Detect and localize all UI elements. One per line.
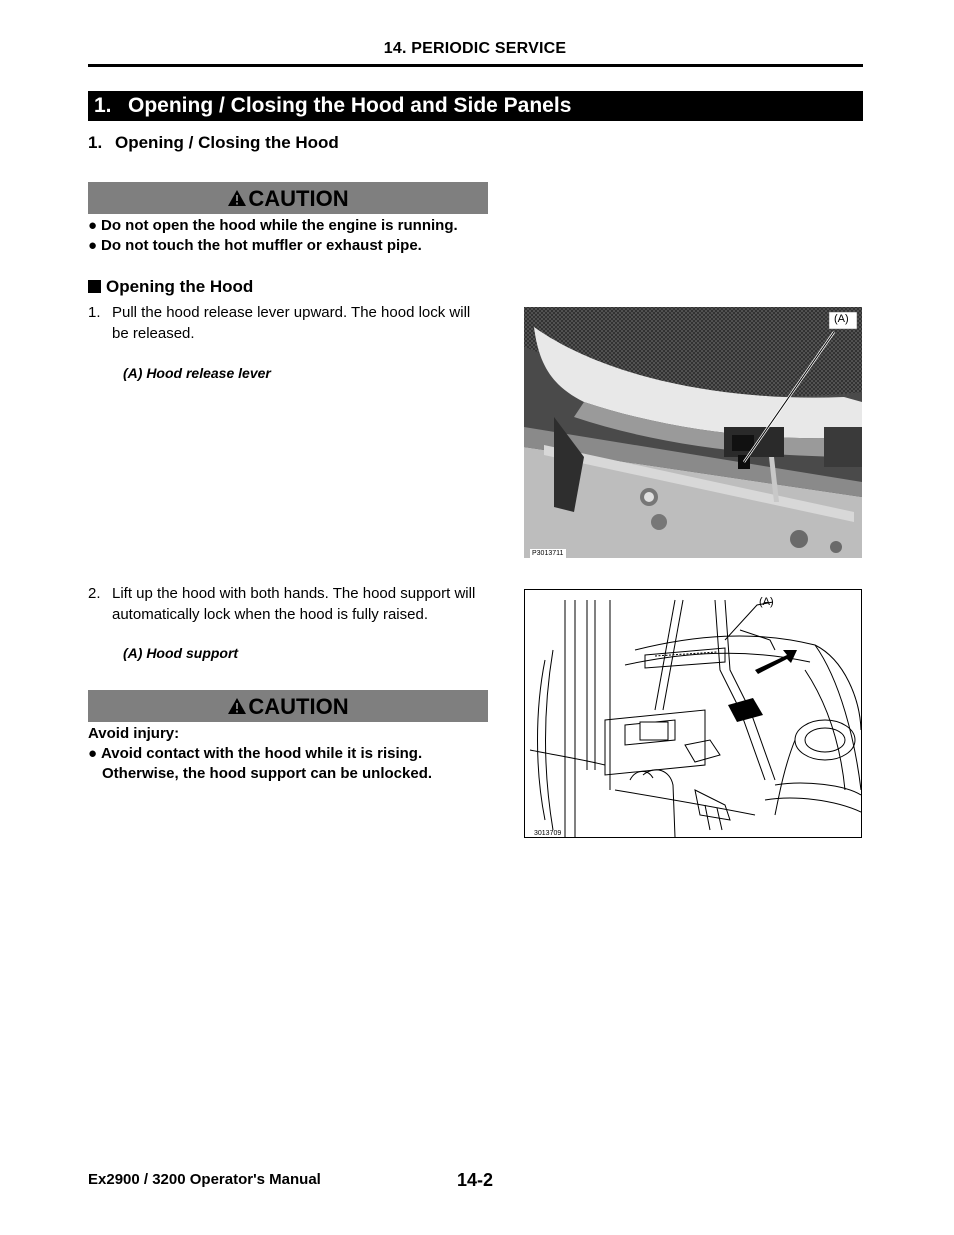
photo-illustration [524, 307, 862, 558]
warning-triangle-icon [227, 189, 247, 207]
section-title: Opening / Closing the Hood and Side Panels [128, 94, 572, 117]
bullet-glyph: ● [88, 745, 98, 762]
step-number: 2. [88, 585, 101, 602]
running-header: 14. PERIODIC SERVICE [383, 40, 567, 57]
caution-label: CAUTION [248, 694, 349, 720]
caution-item [88, 744, 422, 764]
caution-item [88, 236, 422, 256]
procedure-step [88, 302, 498, 344]
procedure-heading [88, 277, 253, 297]
bullet-glyph: ● [88, 237, 98, 254]
subsection-title: Opening / Closing the Hood [115, 133, 339, 152]
procedure-title: Opening the Hood [106, 277, 254, 296]
section-number: 1. [94, 94, 112, 117]
figure-callout: (A) [834, 313, 849, 325]
line-drawing [525, 590, 861, 837]
caution-banner [88, 182, 488, 214]
figure-code: 3013709 [534, 830, 562, 837]
caution-item-text: Avoid contact with the hood while it is rising. [101, 745, 423, 762]
hood-release-lever-photo [524, 307, 862, 558]
footer-page-number: 14-2 [457, 1170, 494, 1190]
header-rule [88, 64, 863, 67]
caution-item-continuation: Otherwise, the hood support can be unlocked. [102, 765, 433, 782]
step-text-line: automatically lock when the hood is fully raised. [112, 606, 428, 623]
square-bullet-icon [88, 280, 101, 293]
caution-label: CAUTION [248, 186, 349, 212]
caution-banner [88, 690, 488, 722]
step-text-line: Lift up the hood with both hands. The hood support will [112, 585, 476, 602]
caution-item-text: Do not touch the hot muffler or exhaust pipe. [101, 237, 422, 254]
bullet-glyph: ● [88, 217, 98, 234]
figure-caption: (A) Hood release lever [123, 365, 271, 381]
figure-code: P3013711 [532, 550, 564, 557]
caution-item [88, 216, 458, 236]
step-text-line: be released. [112, 325, 195, 342]
hood-support-drawing [524, 589, 862, 838]
figure-callout: (A) [759, 596, 774, 608]
subsection-heading [88, 133, 339, 153]
figure-caption: (A) Hood support [123, 645, 239, 661]
section-heading [88, 91, 863, 121]
step-text-line: Pull the hood release lever upward. The hood lock will [112, 304, 471, 321]
caution-lead: Avoid injury: [88, 725, 180, 742]
footer-manual-title: Ex2900 / 3200 Operator's Manual [88, 1171, 321, 1188]
subsection-number: 1. [88, 133, 103, 152]
step-number: 1. [88, 304, 101, 321]
procedure-step [88, 583, 498, 625]
warning-triangle-icon [227, 697, 247, 715]
caution-item-text: Do not open the hood while the engine is running. [101, 217, 458, 234]
